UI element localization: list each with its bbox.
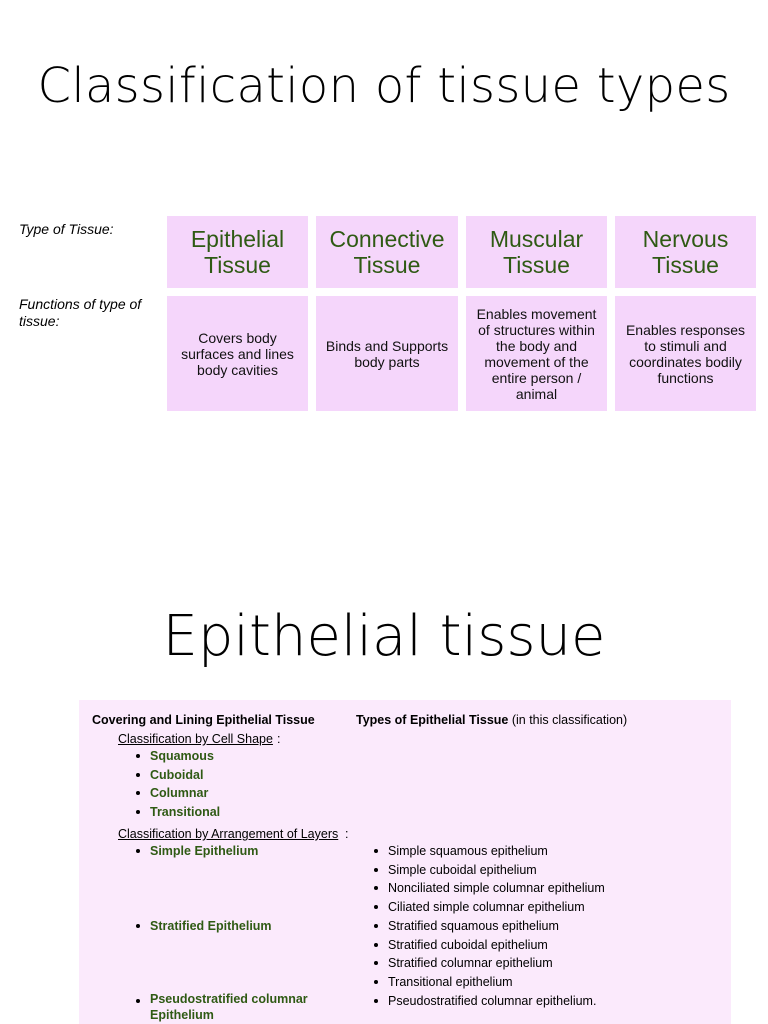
list-item: Stratified Epithelium [132,917,272,936]
cell-shape-heading [118,730,273,749]
cell-shape-colon: : [277,732,281,746]
list-item: Stratified squamous epithelium [370,917,559,936]
list-item: Pseudostratified columnar Epithelium [132,992,340,1023]
tissue-function-muscular: Enables movement of structures within the body and movement of the entire person / animal [466,296,607,411]
layer-simple [132,842,258,861]
layer-stratified [132,917,272,936]
list-item: Stratified columnar epithelium [370,954,559,973]
layers-colon: : [345,827,349,841]
list-item: Transitional [132,803,220,822]
layers-heading [118,825,338,844]
list-item: Squamous [132,747,220,766]
layer-stratified-types [370,917,559,991]
right-header-note: (in this classification) [508,713,628,727]
list-item: Ciliated simple columnar epithelium [370,898,605,917]
layer-pseudostratified-types [370,992,596,1011]
layer-simple-types [370,842,605,916]
layer-pseudostratified [132,992,340,1023]
cell-shape-list [132,747,220,821]
list-item: Simple cuboidal epithelium [370,861,605,880]
list-item: Nonciliated simple columnar epithelium [370,879,605,898]
right-column-header [356,711,627,730]
tissue-type-connective: Connective Tissue [316,216,458,288]
list-item: Simple Epithelium [132,842,258,861]
list-item: Stratified cuboidal epithelium [370,936,559,955]
tissue-type-epithelial: Epithelial Tissue [167,216,308,288]
tissue-type-nervous: Nervous Tissue [615,216,756,288]
list-item: Cuboidal [132,766,220,785]
slide-title-classification: Classification of tissue types [37,58,731,114]
list-item: Columnar [132,784,220,803]
right-header-bold: Types of Epithelial Tissue [356,713,509,727]
tissue-function-connective: Binds and Supports body parts [316,296,458,411]
left-column-header: Covering and Lining Epithelial Tissue [92,713,315,727]
slide-title-epithelial: Epithelial tissue [162,604,606,669]
epithelial-classification-box [79,700,731,1024]
row-label-function: Functions of type of tissue: [19,296,142,329]
list-item: Simple squamous epithelium [370,842,605,861]
row-label-type: Type of Tissue: [19,221,114,237]
layers-label: Classification by Arrangement of Layers [118,827,339,841]
tissue-function-epithelial: Covers body surfaces and lines body cavities [167,296,308,411]
tissue-type-muscular: Muscular Tissue [466,216,607,288]
tissue-function-nervous: Enables responses to stimuli and coordinates bodily functions [615,296,756,411]
cell-shape-label: Classification by Cell Shape [118,732,273,746]
list-item: Transitional epithelium [370,973,559,992]
list-item: Pseudostratified columnar epithelium. [370,992,596,1011]
